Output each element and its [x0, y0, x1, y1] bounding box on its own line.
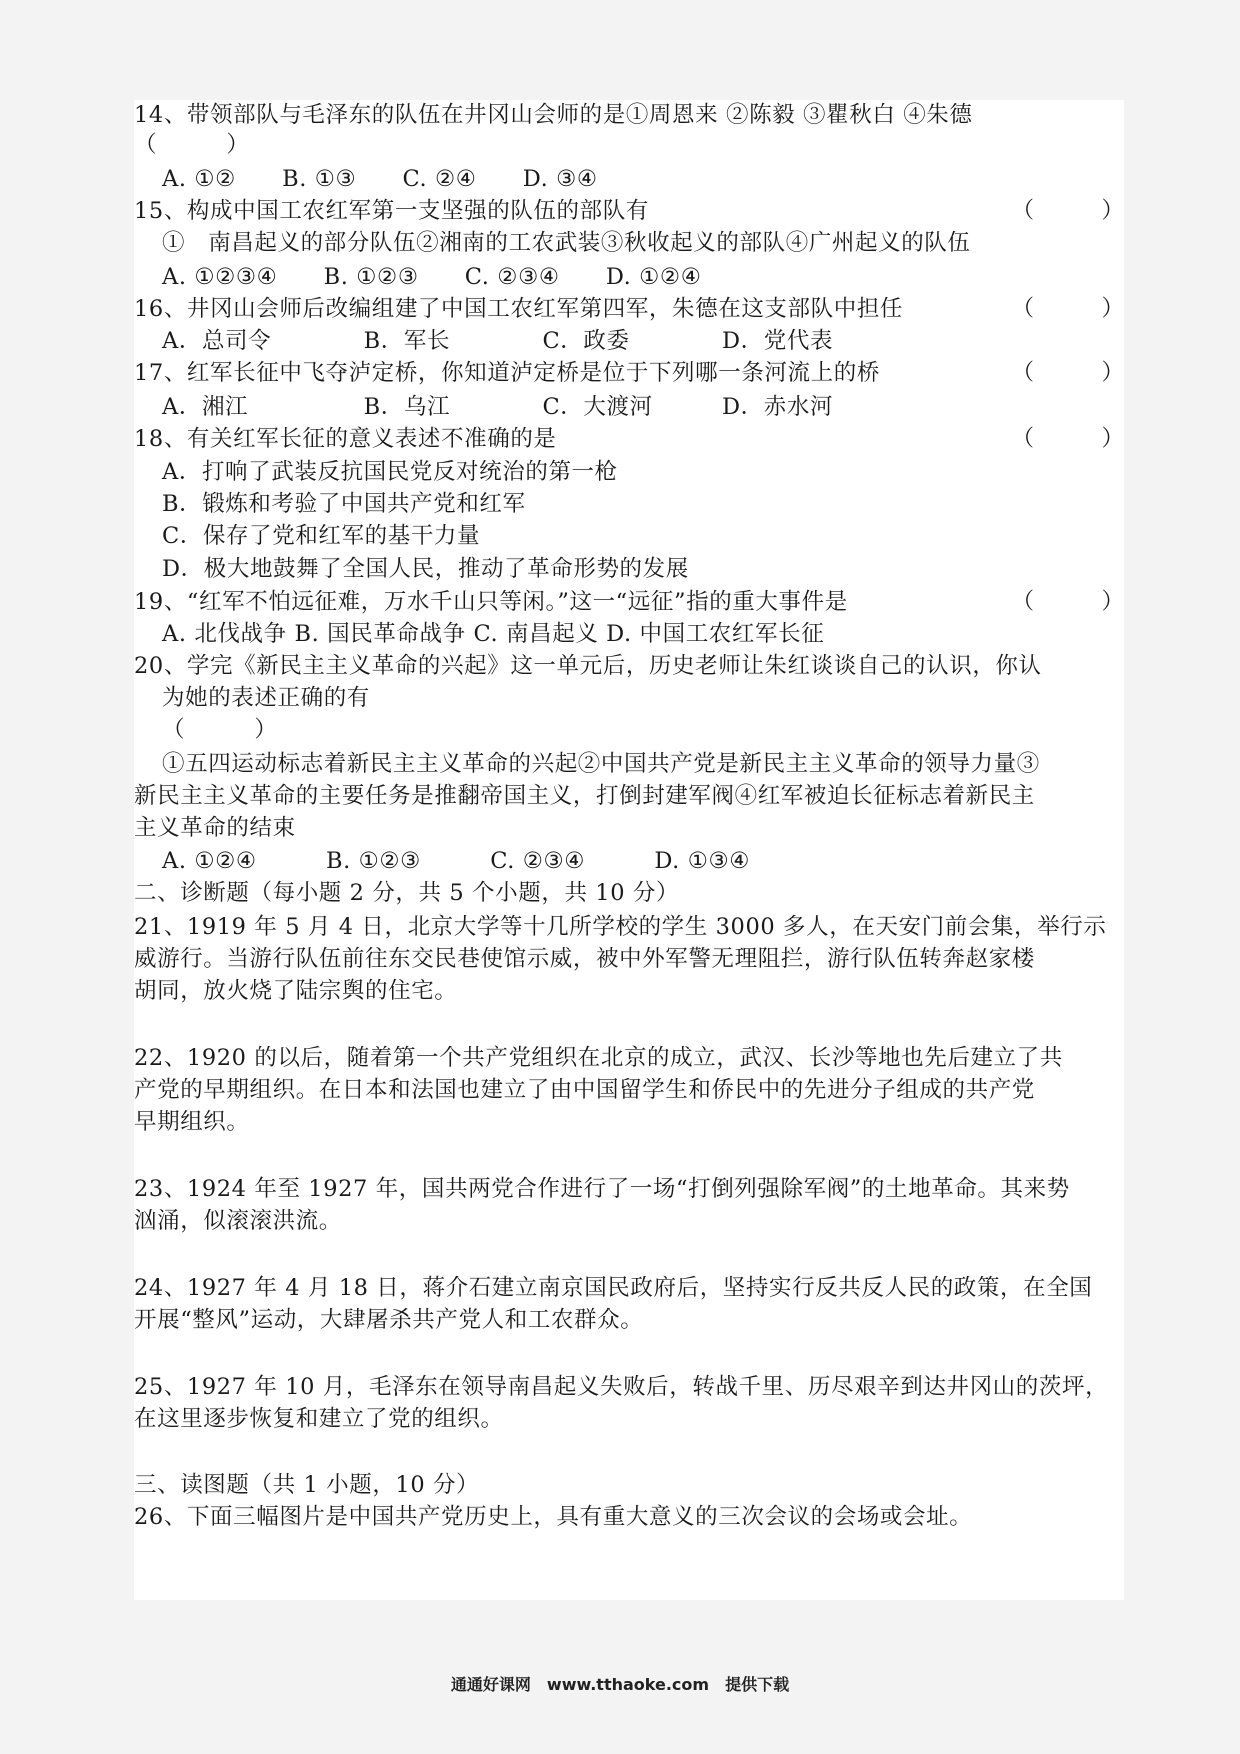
q20-items-line2: 新民主主义革命的主要任务是推翻帝国主义，打倒封建军阀④红军被迫长征标志着新民主 [134, 783, 1035, 809]
q21-line2: 威游行。当游行队伍前往东交民巷使馆示威，被中外军警无理阻拦，游行队伍转奔赵家楼 [134, 946, 1035, 972]
q25-line1: 25、1927 年 10 月，毛泽东在领导南昌起义失败后，转战千里、历尽艰辛到达井冈山的茨坪， [134, 1374, 1109, 1400]
q20-stem-line2: 为她的表述正确的有 [162, 685, 370, 711]
q18-option-b: B．锻炼和考验了中国共产党和红军 [162, 491, 526, 517]
q18-option-c: C．保存了党和红军的基干力量 [162, 523, 481, 549]
section2-heading: 二、诊断题（每小题 2 分，共 5 个小题，共 10 分） [134, 880, 680, 906]
q17-paren: （ ） [1011, 360, 1124, 386]
q23-line2: 汹涌，似滚滚洪流。 [134, 1208, 342, 1234]
q22-line3: 早期组织。 [134, 1109, 250, 1135]
q18-stem: 18、有关红军长征的意义表述不准确的是 [134, 426, 557, 452]
q22-line2: 产党的早期组织。在日本和法国也建立了由中国留学生和侨民中的先进分子组成的共产党 [134, 1077, 1035, 1103]
q24-line2: 开展“整风”运动，大肆屠杀共产党人和工农群众。 [134, 1307, 644, 1333]
q23-line1: 23、1924 年至 1927 年，国共两党合作进行了一场“打倒列强除军阀”的土地革命。其来势 [134, 1176, 1070, 1202]
q19-stem: 19、“红军不怕远征难，万水千山只等闲。”这一“远征”指的重大事件是 [134, 589, 848, 615]
footer-credit: 通通好课网 www.tthaoke.com 提供下载 [450, 1675, 790, 1694]
q21-line3: 胡同，放火烧了陆宗舆的住宅。 [134, 978, 458, 1004]
q19-options: A. 北伐战争 B. 国民革命战争 C. 南昌起义 D. 中国工农红军长征 [162, 621, 825, 647]
q16-paren: （ ） [1011, 296, 1124, 322]
q15-paren: （ ） [1011, 198, 1124, 224]
q15-items: ① 南昌起义的部分队伍②湘南的工农武装③秋收起义的部队④广州起义的队伍 [162, 230, 971, 256]
q20-items-line3: 主义革命的结束 [134, 815, 296, 841]
q20-stem-line1: 20、学完《新民主主义革命的兴起》这一单元后，历史老师让朱红谈谈自己的认识，你认 [134, 653, 1042, 679]
q16-options: A．总司令 B．军长 C．政委 D．党代表 [162, 328, 834, 354]
q14-stem: 14、带领部队与毛泽东的队伍在井冈山会师的是①周恩来 ②陈毅 ③瞿秋白 ④朱德 [134, 102, 973, 128]
q18-option-d: D．极大地鼓舞了全国人民，推动了革命形势的发展 [162, 556, 689, 582]
q15-options: A. ①②③④ B. ①②③ C. ②③④ D. ①②④ [162, 264, 702, 290]
q17-stem: 17、红军长征中飞夺泸定桥，你知道泸定桥是位于下列哪一条河流上的桥 [134, 360, 880, 386]
q20-options: A. ①②④ B. ①②③ C. ②③④ D. ①③④ [162, 848, 751, 874]
q25-line2: 在这里逐步恢复和建立了党的组织。 [134, 1406, 504, 1432]
q26-stem: 26、下面三幅图片是中国共产党历史上，具有重大意义的三次会议的会场或会址。 [134, 1504, 973, 1530]
q22-line1: 22、1920 的以后，随着第一个共产党组织在北京的成立，武汉、长沙等地也先后建立了共 [134, 1045, 1063, 1071]
q18-paren: （ ） [1011, 426, 1124, 452]
q14-options: A. ①② B. ①③ C. ②④ D. ③④ [162, 166, 598, 192]
q19-paren: （ ） [1011, 589, 1124, 615]
q20-paren: （ ） [162, 717, 278, 743]
q15-stem: 15、构成中国工农红军第一支坚强的队伍的部队有 [134, 198, 649, 224]
q20-items-line1: ①五四运动标志着新民主主义革命的兴起②中国共产党是新民主主义革命的领导力量③ [162, 751, 1040, 777]
q18-option-a: A．打响了武装反抗国民党反对统治的第一枪 [162, 459, 618, 485]
exam-page [134, 100, 1124, 1600]
section3-heading: 三、读图题（共 1 小题，10 分） [134, 1472, 480, 1498]
q16-stem: 16、井冈山会师后改编组建了中国工农红军第四军，朱德在这支部队中担任 [134, 296, 904, 322]
q14-paren: （ ） [134, 132, 250, 158]
q17-options: A．湘江 B．乌江 C．大渡河 D．赤水河 [162, 394, 834, 420]
q21-line1: 21、1919 年 5 月 4 日，北京大学等十几所学校的学生 3000 多人，在天安门前会集，举行示 [134, 914, 1107, 940]
q24-line1: 24、1927 年 4 月 18 日，蒋介石建立南京国民政府后，坚持实行反共反人民的政策，在全国 [134, 1275, 1093, 1301]
